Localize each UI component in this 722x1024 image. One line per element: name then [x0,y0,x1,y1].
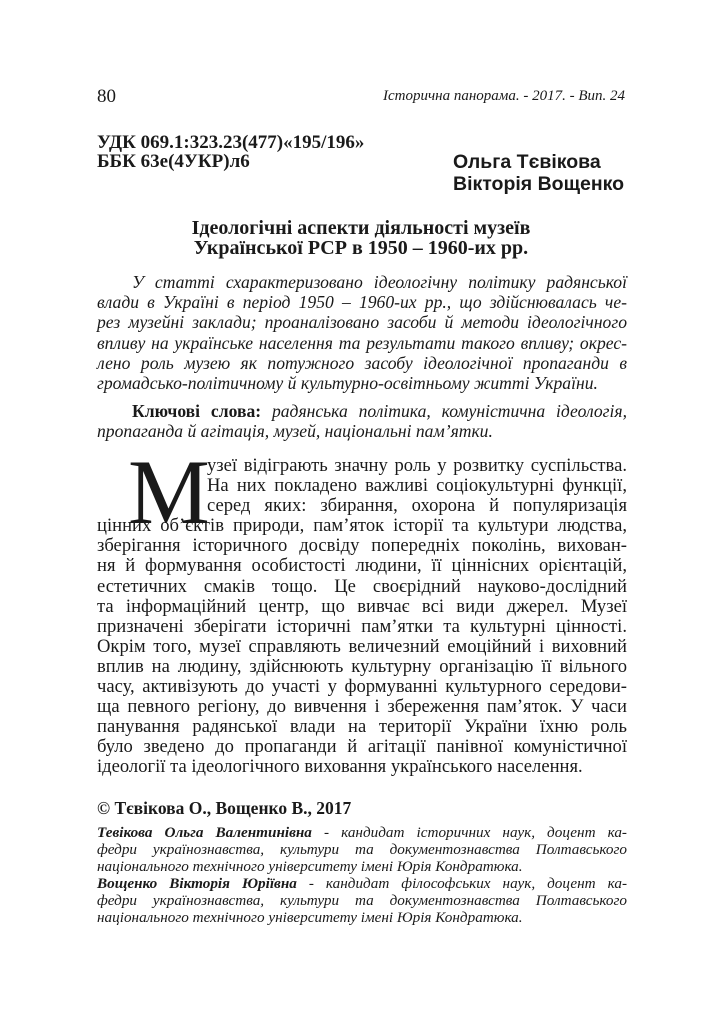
keywords [97,401,627,441]
body-line: серед яких: збирання, охорона й популяризація [207,495,627,517]
udk-code: УДК 069.1:323.23(477)«195/196» [97,132,365,153]
abstract-line: У статті схарактеризовано ідеологічну політику радянської [132,272,627,292]
author-name: Ольга Тєвікова [453,151,601,173]
article-title: Української РСР в 1950 – 1960-их рр. [193,237,529,259]
body-line: ня й формування особистості людини, її ціннісних орієнтацій, [97,555,627,577]
body-line: ща певного регіону, до вивчення і збереження пам’яток. У часи [97,696,627,718]
author-name: Вікторія Вощенко [453,173,625,195]
body-line: зберігання історичного досвіду попередніх поколінь, вихован- [97,535,627,557]
drop-cap: М [128,441,210,543]
footnote-text: федри українознавства, культури та документознавства Полтавського [97,841,627,858]
body-line: На них покладено важливі соціокультурні функції, [207,475,627,497]
abstract-line: лено роль музею як потужного засобу ідеологічної пропаганди в [97,352,627,373]
footnote-text: національного технічного університету імені Юрія Кондратюка. [97,909,523,926]
body-line: призначені зберігати історичні пам’ятки та культурні цінності. [97,615,627,637]
abstract-line: рез музейні заклади; проаналізовано засоби й методи ідеологічного [97,312,627,333]
article-title: Ідеологічні аспекти діяльності музеїв [191,217,531,239]
footnote-text: - кандидат історичних наук, доцент ка- [311,824,627,841]
footnote-author-name: Вощенко Вікторія Юріївна [97,875,297,892]
keywords-text: пропаганда й агітація, музей, національні пам’ятки. [97,421,493,442]
keywords-text: радянська політика, комуністична ідеологія, [271,401,627,421]
abstract-line: влади в Україні в період 1950 – 1960-их рр., що здійснювалась че- [97,292,627,313]
running-title: Історична панорама. - 2017. - Вип. 24 [383,88,625,104]
footnote-text: - кандидат філософських наук, доцент ка- [296,875,627,892]
body-line: часу, активізують до участі у формуванні культурного середови- [97,676,627,698]
abstract-line: впливу на українське населення та результати такого впливу; окрес- [97,332,627,353]
page-number: 80 [97,86,116,107]
footnote-text: національного технічного університету імені Юрія Кондратюка. [97,858,523,875]
body-line: Окрім того, музеї справляють величезний емоційний і виховний [97,635,627,657]
body-line: цінних об’єктів природи, пам’яток історії та культури людства, [97,515,627,537]
body-text [97,456,627,778]
body-line: узеї відіграють значну роль у розвитку суспільства. [207,455,627,476]
abstract-line: громадсько-політичному й культурно-освітньому житті України. [97,373,598,394]
footnote-author-name: Тевікова Ольга Валентинівна [97,824,312,841]
body-line: ідеології та ідеологічного виховання українського населення. [97,756,583,778]
bbk-code: ББК 63е(4УКР)л6 [97,151,250,172]
author-footnotes [97,824,627,926]
keywords-label: Ключові слова: [132,401,262,421]
copyright: © Тєвікова О., Вощенко В., 2017 [97,798,352,818]
body-line: було зведено до пропаганди й агітації панівної комуністичної [97,736,627,758]
abstract [97,272,627,393]
body-line: естетичних смаків тощо. Це своєрідний науково-дослідний [97,575,627,597]
body-line: та інформаційний центр, що вивчає всі види джерел. Музеї [97,595,627,617]
footnote-text: федри українознавства, культури та документознавства Полтавського [97,892,627,909]
body-line: панування радянської влади на території України їхню роль [97,716,627,738]
body-line: вплив на людину, здійснюють культурну організацію її вільного [97,655,627,677]
